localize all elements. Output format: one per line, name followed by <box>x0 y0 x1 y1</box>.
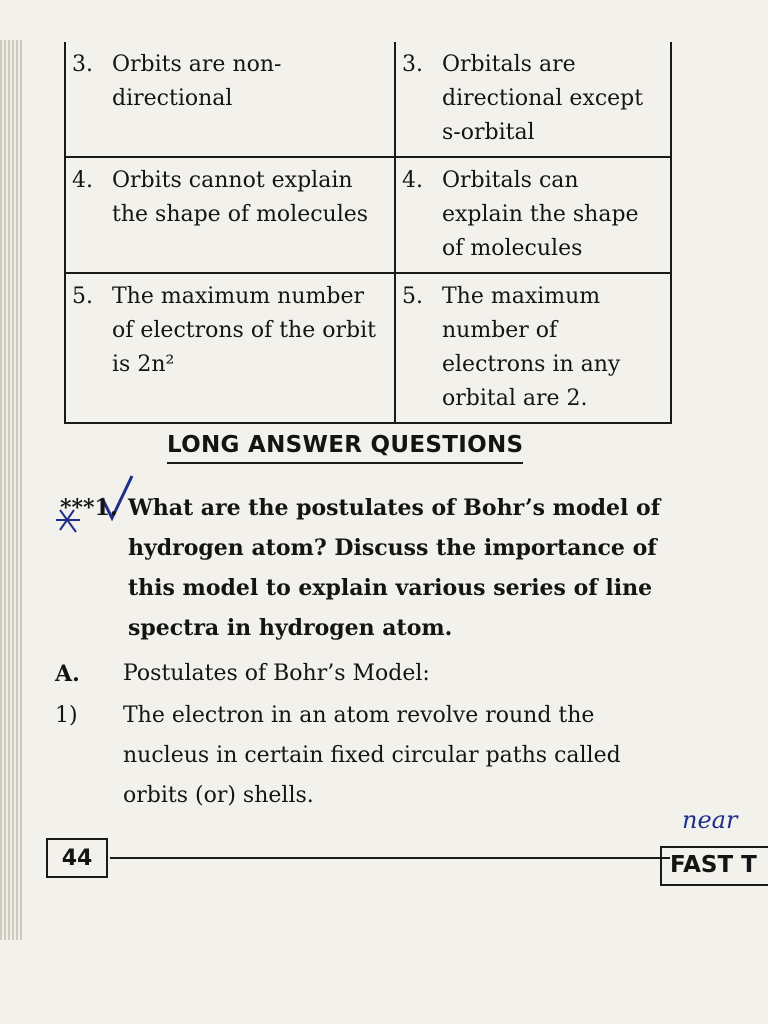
row-number: 5. <box>72 284 93 309</box>
question-line <box>60 488 680 528</box>
book-page <box>22 0 768 1024</box>
page-number: 44 <box>46 838 108 878</box>
orbital-text: Orbitals are directional except s-orbital <box>442 52 644 145</box>
row-number: 4. <box>402 168 423 193</box>
answer-heading-row <box>55 654 430 694</box>
row-number: 3. <box>72 52 93 77</box>
footer-rule <box>110 857 670 859</box>
table-row <box>65 273 671 423</box>
orbital-text: The maximum number of electrons in any orbital are 2. <box>442 284 621 411</box>
orbital-cell <box>395 157 671 273</box>
handwritten-note: near <box>682 806 738 834</box>
orbit-cell <box>65 273 395 423</box>
row-number: 5. <box>402 284 423 309</box>
question-line: this model to explain various series of line <box>128 575 653 601</box>
long-answer-question <box>60 488 680 648</box>
question-text: What are the postulates of Bohr’s model of <box>128 495 661 521</box>
table-row <box>65 42 671 157</box>
postulate-text: The electron in an atom revolve round the nucleus in certain fixed circular paths called orbits (or) shells. <box>123 703 621 808</box>
orbit-orbital-comparison-table <box>64 42 672 424</box>
question-line: hydrogen atom? Discuss the importance of <box>128 535 657 561</box>
row-number: 3. <box>402 52 423 77</box>
orbit-text: The maximum number of electrons of the orbit is 2n² <box>112 284 376 377</box>
orbit-text: Orbits cannot explain the shape of molecules <box>112 168 369 227</box>
postulate-item <box>55 696 663 816</box>
book-spine-edge <box>0 40 22 940</box>
orbital-cell <box>395 273 671 423</box>
row-number: 4. <box>72 168 93 193</box>
orbit-text: Orbits are non-directional <box>112 52 282 111</box>
orbit-cell <box>65 157 395 273</box>
section-title: LONG ANSWER QUESTIONS <box>167 432 523 464</box>
answer-heading: Postulates of Bohr’s Model: <box>123 661 430 686</box>
question-line: spectra in hydrogen atom. <box>128 615 453 641</box>
orbital-text: Orbitals can explain the shape of molecules <box>442 168 639 261</box>
brand-label: FAST T <box>660 846 768 886</box>
table-row <box>65 157 671 273</box>
question-number: ***1. <box>60 495 118 521</box>
postulate-number: 1) <box>55 703 78 728</box>
answer-label: A. <box>55 661 80 687</box>
orbital-cell <box>395 42 671 157</box>
orbit-cell <box>65 42 395 157</box>
